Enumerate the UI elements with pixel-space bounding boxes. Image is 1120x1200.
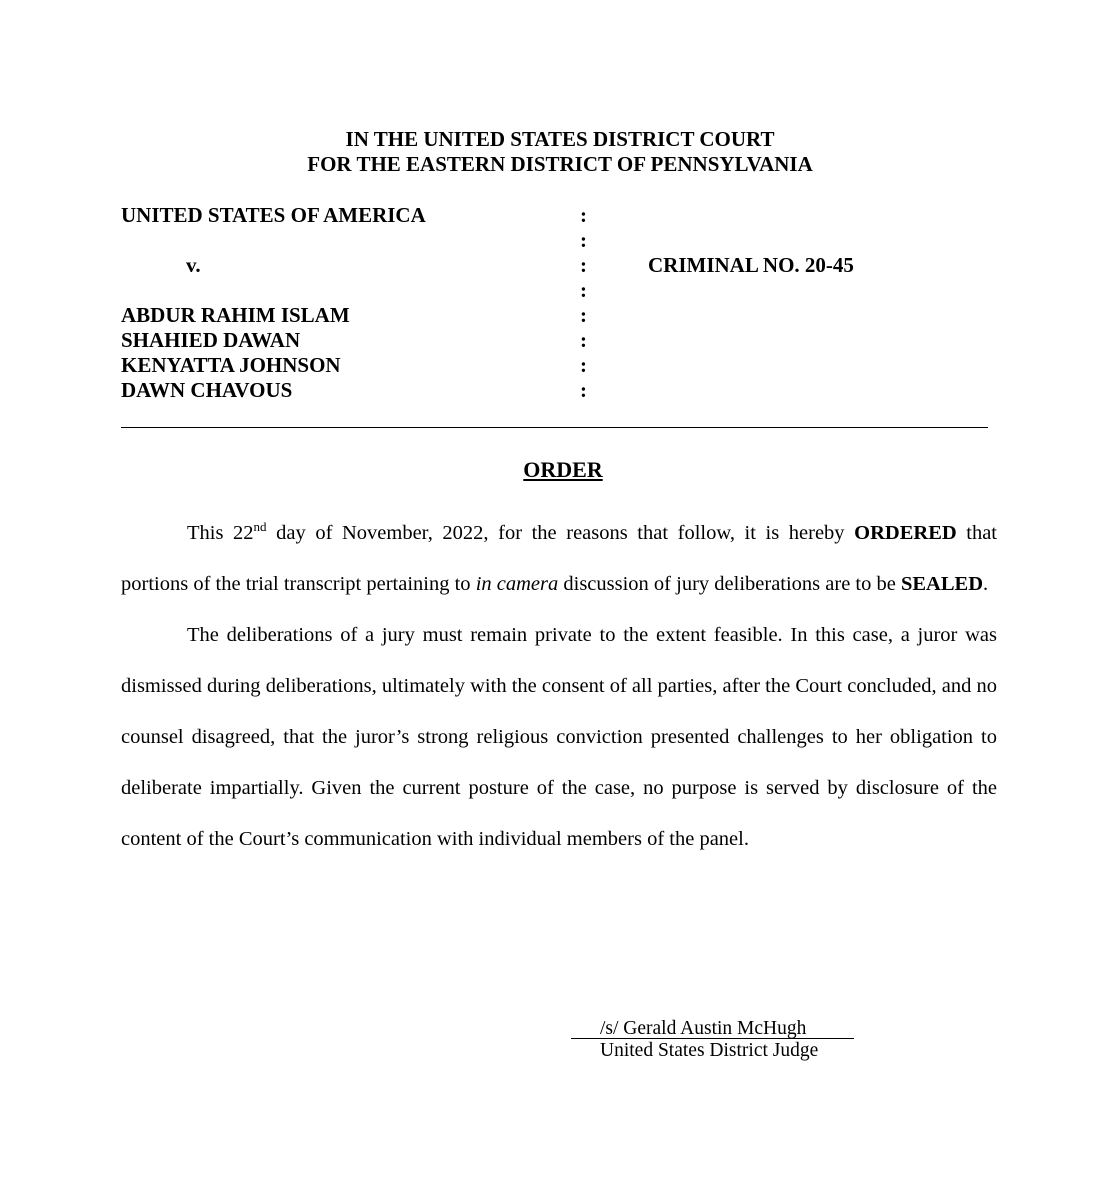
court-name-line-2: FOR THE EASTERN DISTRICT OF PENNSYLVANIA <box>307 152 813 176</box>
paragraph-2: The deliberations of a jury must remain private to the extent feasible. In this case, a juror was dismissed during deliberations, ultimately with the consent of all parties, after the Court concluded, and no counsel disagreed, that the juror’s strong religious conviction presented challenges to her obligation to deliberate impartially. Given the current posture of the case, no purpose is served by disclosure of the content of the Court’s communication with individual members of the panel. <box>121 624 997 850</box>
criminal-number: CRIMINAL NO. 20-45 <box>648 253 854 277</box>
ordered-emphasis: ORDERED <box>854 522 957 544</box>
sealed-emphasis: SEALED <box>900 573 984 595</box>
defendant-name: KENYATTA JOHNSON <box>121 353 341 377</box>
in-camera-italic: in camera <box>475 573 559 595</box>
text-run: . <box>983 573 989 595</box>
caption-colon: : <box>580 328 587 352</box>
defendant-name: DAWN CHAVOUS <box>121 378 293 402</box>
ordinal-suffix: nd <box>253 519 267 534</box>
court-header <box>0 127 1120 177</box>
signature-name: /s/ Gerald Austin McHugh <box>571 1017 854 1039</box>
signature-title: United States District Judge <box>600 1040 819 1061</box>
versus-label: v. <box>186 253 201 277</box>
order-body <box>121 508 997 865</box>
text-run: discussion of jury deliberations are to be <box>558 573 901 595</box>
defendant-name: SHAHIED DAWAN <box>121 328 301 352</box>
paragraph-1 <box>121 508 997 610</box>
defendant-name: ABDUR RAHIM ISLAM <box>121 303 350 327</box>
text-run: This 22 <box>187 522 254 544</box>
caption-divider <box>121 427 988 428</box>
order-title-text: ORDER <box>523 457 603 482</box>
caption-colon: : <box>580 378 587 402</box>
caption-colon: : <box>580 253 587 277</box>
court-name-line-1: IN THE UNITED STATES DISTRICT COURT <box>345 127 775 151</box>
signature-block <box>571 1017 854 1062</box>
caption-colon: : <box>580 228 587 252</box>
caption-colon: : <box>580 303 587 327</box>
caption-colon: : <box>580 203 587 227</box>
order-title <box>0 457 1120 483</box>
caption-colon: : <box>580 353 587 377</box>
plaintiff-name: UNITED STATES OF AMERICA <box>121 203 426 227</box>
caption-colon: : <box>580 278 587 302</box>
text-run: day of November, 2022, for the reasons that follow, it is hereby <box>266 522 855 544</box>
text-run: that portions of the trial transcript pertaining to <box>121 522 998 595</box>
